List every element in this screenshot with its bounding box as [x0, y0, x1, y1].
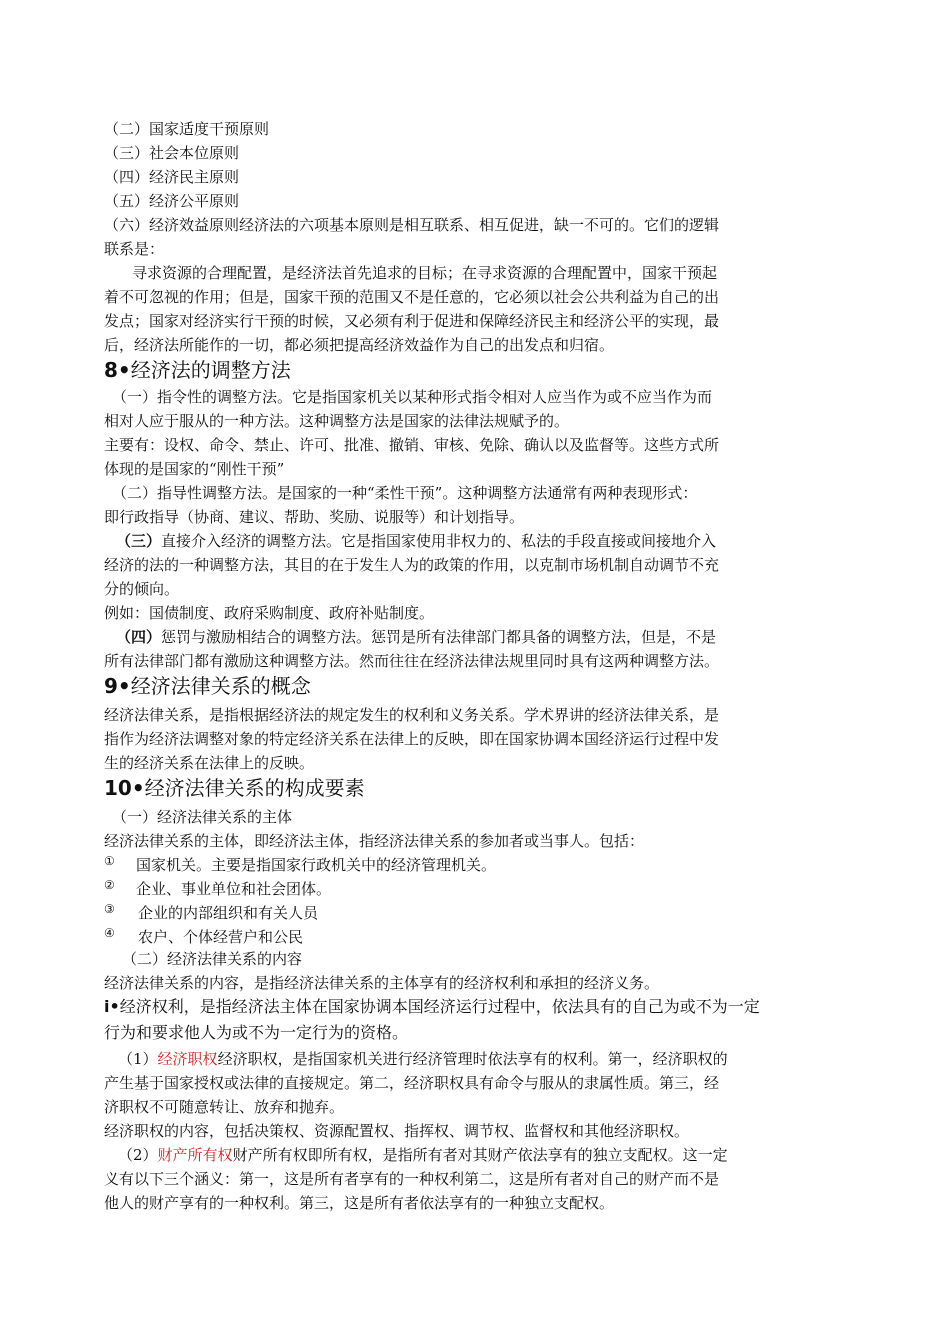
property-paragraph-line	[118, 1144, 858, 1166]
section-line: 例如：国债制度、政府采购制度、政府补贴制度。	[104, 604, 435, 622]
section-line: （二）经济法律关系的内容	[122, 950, 303, 968]
principle-line: （二）国家适度干预原则	[104, 120, 270, 138]
principle-line: （五）经济公平原则	[104, 192, 240, 210]
economic-right-line	[104, 996, 844, 1018]
heading-text: 经济法律关系的构成要素	[144, 776, 365, 800]
heading-number: 9•	[104, 674, 131, 698]
section-line: （一）指令性的调整方法。它是指国家机关以某种形式指令相对人应当作为或不应当作为而	[112, 388, 713, 406]
section-line	[116, 530, 856, 552]
section-line: 即行政指导（协商、建议、帮助、奖励、说服等）和计划指导。	[104, 508, 525, 526]
heading-text: 经济法的调整方法	[130, 358, 291, 382]
economic-right-line: 行为和要求他人为或不为一定行为的资格。	[104, 1023, 409, 1042]
list-item	[104, 926, 844, 948]
property-paragraph-line: 他人的财产享有的一种权利。第三，这是所有者依法享有的一种独立支配权。	[104, 1194, 615, 1212]
section-line: 体现的是国家的“刚性干预”	[104, 460, 285, 478]
list-item-text: 企业、事业单位和社会团体。	[136, 880, 332, 898]
heading-text: 经济法律关系的概念	[130, 674, 311, 698]
section-line: 经济法律关系的内容，是指经济法律关系的主体享有的经济权利和承担的经济义务。	[104, 974, 660, 992]
section-line: 所有法律部门都有激励这种调整方法。然而往往在经济法律法规里同时具有这两种调整方法。	[104, 652, 720, 670]
line-text: 惩罚与激励相结合的调整方法。惩罚是所有法律部门都具备的调整方法，但是，不是	[161, 628, 717, 646]
heading-number: 8•	[104, 358, 131, 382]
section-line	[116, 626, 856, 648]
list-item-text: 企业的内部组织和有关人员	[138, 904, 319, 922]
section-line: 主要有：设权、命令、禁止、许可、批准、撤销、审核、免除、确认以及监督等。这些方式所	[104, 436, 720, 454]
power-paragraph-line: 济职权不可随意转让、放弃和抛弃。	[104, 1098, 345, 1116]
principle-line: （六）经济效益原则经济法的六项基本原则是相互联系、相互促进，缺一不可的。它们的逻辑	[104, 216, 720, 234]
section-line: 相对人应于服从的一种方法。这种调整方法是国家的法律法规赋予的。	[104, 412, 570, 430]
section-line: 生的经济关系在法律上的反映。	[104, 754, 315, 772]
section-line: 指作为经济法调整对象的特定经济关系在法律上的反映，即在国家协调本国经济运行过程中发	[104, 730, 720, 748]
heading-number: 10•	[104, 776, 145, 800]
circled-number-1: ①	[104, 854, 115, 868]
line-text: 直接介入经济的调整方法。它是指国家使用非权力的、私法的手段直接或间接地介入	[161, 532, 717, 550]
section-heading-9	[104, 672, 844, 700]
power-paragraph-line: 经济职权的内容，包括决策权、资源配置权、指挥权、调节权、监督权和其他经济职权。	[104, 1122, 690, 1140]
paragraph-line: 后，经济法所能作的一切，都必须把提高经济效益作为自己的出发点和归宿。	[104, 336, 615, 354]
power-paragraph-line: 产生基于国家授权或法律的直接规定。第二，经济职权具有命令与服从的隶属性质。第三，经	[104, 1074, 720, 1092]
list-item-text: 国家机关。主要是指国家行政机关中的经济管理机关。	[136, 856, 497, 874]
list-item-text: 农户、个体经营户和公民	[138, 928, 304, 946]
line-text: 财产所有权即所有权，是指所有者对其财产依法享有的独立支配权。这一定	[232, 1146, 728, 1164]
power-paragraph-line	[118, 1048, 858, 1070]
principle-line: （三）社会本位原则	[104, 144, 240, 162]
highlighted-term: 经济职权	[157, 1050, 218, 1068]
section-line: 经济的法的一种调整方法，其目的在于发生人为的政策的作用，以克制市场机制自动调节不充	[104, 556, 720, 574]
circled-number-2: ②	[104, 878, 115, 892]
section-line: 经济法律关系，是指根据经济法的规定发生的权利和义务关系。学术界讲的经济法律关系，是	[104, 706, 720, 724]
numbered-label: （四）	[116, 628, 162, 646]
property-paragraph-line: 义有以下三个涵义：第一，这是所有者享有的一种权利第二，这是所有者对自己的财产而不是	[104, 1170, 720, 1188]
principle-line: 联系是：	[104, 240, 165, 258]
list-item	[104, 854, 844, 876]
list-item	[104, 878, 844, 900]
highlighted-term: 财产所有权	[157, 1146, 233, 1164]
list-item	[104, 902, 844, 924]
paragraph-line: 着不可忽视的作用；但是，国家干预的范围又不是任意的，它必须以社会公共利益为自己的出	[104, 288, 720, 306]
paragraph-line: 寻求资源的合理配置，是经济法首先追求的目标；在寻求资源的合理配置中，国家干预起	[132, 264, 718, 282]
circled-number-3: ③	[104, 902, 115, 916]
section-heading-10	[104, 774, 844, 802]
section-line: 经济法律关系的主体，即经济法主体，指经济法律关系的参加者或当事人。包括：	[104, 832, 645, 850]
section-line: 分的倾向。	[104, 580, 180, 598]
item-prefix: （1）	[118, 1050, 158, 1068]
line-text: 经济权利，是指经济法主体在国家协调本国经济运行过程中，依法具有的自己为或不为一定	[119, 997, 760, 1016]
numbered-label: （三）	[116, 532, 162, 550]
principle-line: （四）经济民主原则	[104, 168, 240, 186]
section-line: （一）经济法律关系的主体	[112, 808, 293, 826]
item-prefix: （2）	[118, 1146, 158, 1164]
item-marker: i•	[104, 997, 120, 1016]
section-heading-8	[104, 356, 844, 384]
paragraph-line: 发点；国家对经济实行干预的时候，又必须有利于促进和保障经济民主和经济公平的实现，最	[104, 312, 720, 330]
circled-number-4: ④	[104, 926, 115, 940]
line-text: 经济职权，是指国家机关进行经济管理时依法享有的权利。第一，经济职权的	[217, 1050, 728, 1068]
section-line: （二）指导性调整方法。是国家的一种“柔性干预”。这种调整方法通常有两种表现形式：	[112, 484, 698, 502]
